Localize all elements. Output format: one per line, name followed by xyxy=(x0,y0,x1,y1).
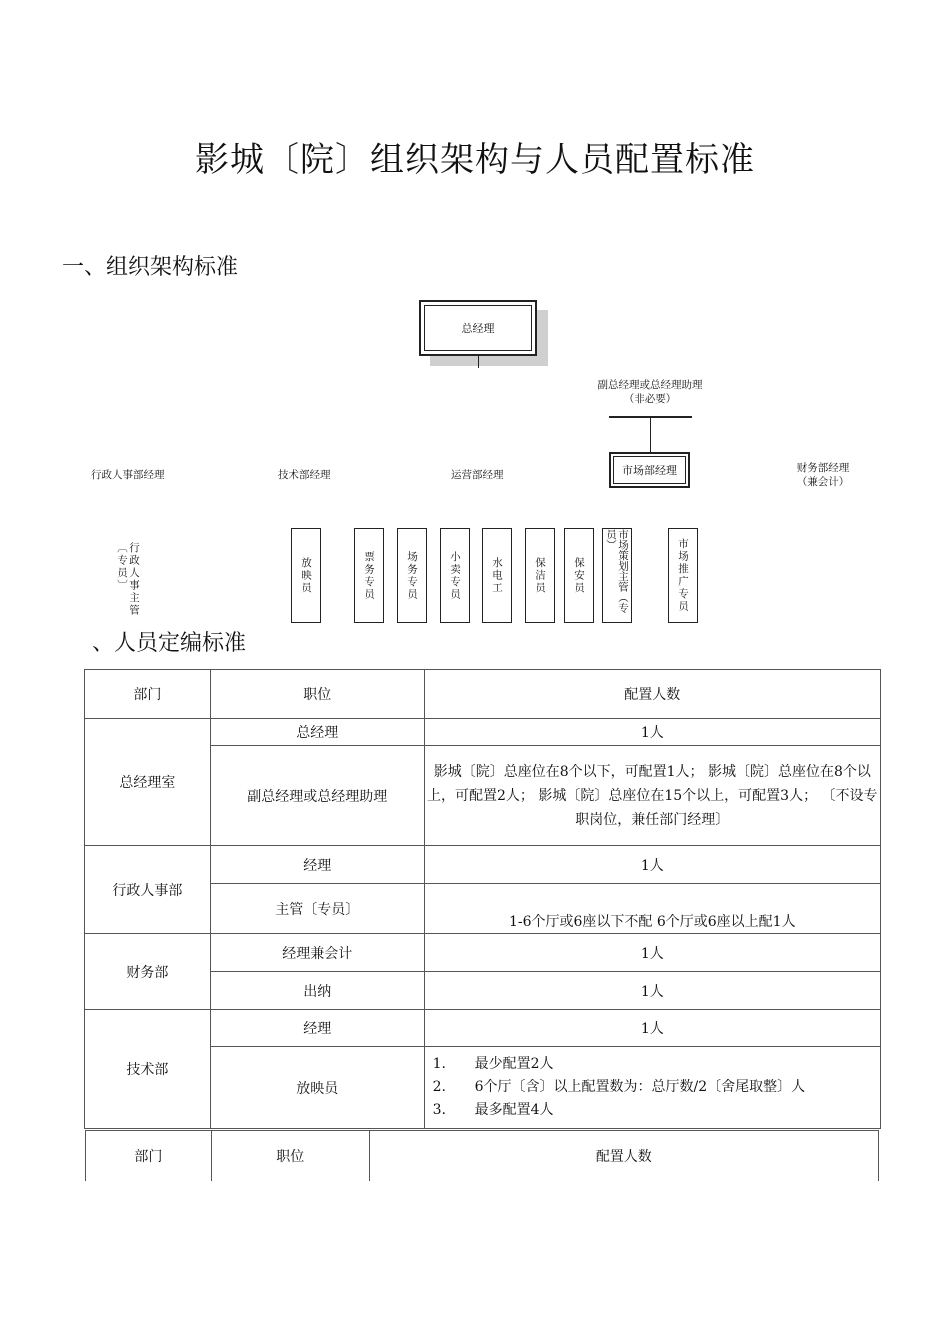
section-heading-staffing: 、人员定编标准 xyxy=(92,631,247,656)
staffing-table-continued xyxy=(85,1130,879,1181)
list-item xyxy=(433,1076,878,1099)
org-node-label: 场务专员 xyxy=(406,550,418,601)
list-item xyxy=(433,1099,878,1122)
cell-dept: 财务部 xyxy=(85,934,211,1010)
org-node-deputy xyxy=(570,378,730,406)
org-node-gm-label: 总经理 xyxy=(424,305,532,351)
section-heading-org: 一、组织架构标准 xyxy=(62,255,239,280)
cell-count: 1人 xyxy=(424,1010,880,1047)
cell-count: 1-6个厅或6座以下不配 6个厅或6座以上配1人 xyxy=(424,884,880,934)
org-node-finance-mgr-note: （兼会计） xyxy=(796,476,850,488)
list-number: 3. xyxy=(432,1102,446,1118)
org-node-venue xyxy=(397,528,427,623)
staffing-table xyxy=(84,669,881,1129)
header-position: 职位 xyxy=(210,670,424,719)
org-node-label: 保安员 xyxy=(573,556,585,595)
header-count: 配置人数 xyxy=(424,670,880,719)
org-node-gm xyxy=(419,300,537,356)
org-node-ticketing xyxy=(354,528,384,623)
list-number: 2. xyxy=(432,1079,446,1095)
org-node-label: 市场推广专员 xyxy=(677,538,689,613)
table-row xyxy=(85,846,881,884)
table-header-row xyxy=(85,670,881,719)
list-text: 最多配置4人 xyxy=(474,1102,554,1118)
org-node-concession xyxy=(440,528,470,623)
org-node-finance-mgr xyxy=(780,461,866,489)
document-title: 影城〔院〕组织架构与人员配置标准 xyxy=(195,140,755,180)
cell-count: 影城〔院〕总座位在8个以下，可配置1人； 影城〔院〕总座位在8个以上，可配置2人； 影城〔院〕总座位在15个以上，可配置3人； 〔不设专职岗位，兼任部门经理〕 xyxy=(424,746,880,846)
table-header-row xyxy=(86,1131,879,1181)
header-dept: 部门 xyxy=(85,670,211,719)
org-node-label: 放映员 xyxy=(300,556,312,595)
cell-position: 主管〔专员〕 xyxy=(210,884,424,934)
org-node-projectionist xyxy=(291,528,321,623)
list-text: 6个厅〔含〕以上配置数为：总厅数/2〔舍尾取整〕人 xyxy=(474,1079,806,1095)
cell-count: 1人 xyxy=(424,972,880,1010)
org-node-label: 保洁员 xyxy=(534,556,546,595)
cell-position: 总经理 xyxy=(210,719,424,746)
cell-dept: 总经理室 xyxy=(85,719,211,846)
org-node-ops-mgr: 运营部经理 xyxy=(451,469,504,481)
org-node-admin-specialist xyxy=(116,542,140,622)
org-node-finance-mgr-label: 财务部经理 xyxy=(796,462,850,474)
cell-position: 副总经理或总经理助理 xyxy=(210,746,424,846)
org-node-label: 水电工 xyxy=(491,556,503,595)
header-count: 配置人数 xyxy=(369,1131,878,1181)
table-row xyxy=(85,1010,881,1047)
header-dept: 部门 xyxy=(86,1131,212,1181)
org-node-deputy-label: 副总经理或总经理助理 xyxy=(597,379,703,391)
org-node-market-mgr-label: 市场部经理 xyxy=(613,456,686,484)
cell-position: 放映员 xyxy=(210,1047,424,1129)
list-text: 最少配置2人 xyxy=(474,1056,554,1072)
cell-dept: 技术部 xyxy=(85,1010,211,1129)
cell-position: 经理 xyxy=(210,846,424,884)
org-node-tech-mgr: 技术部经理 xyxy=(278,469,331,481)
connector-line xyxy=(650,417,651,452)
cell-count: 1人 xyxy=(424,934,880,972)
org-node-cleaner xyxy=(525,528,555,623)
org-node-market-mgr xyxy=(609,452,690,488)
org-node-security xyxy=(564,528,594,623)
cell-count: 1人 xyxy=(424,719,880,746)
connector-line xyxy=(478,356,479,368)
cell-position: 出纳 xyxy=(210,972,424,1010)
org-node-label: 市场策划主管（专员） xyxy=(605,529,629,613)
org-node-label: 票务专员 xyxy=(363,550,375,601)
org-node-admin-specialist-label: 行政人事主管〔专员〕 xyxy=(116,542,140,617)
cell-dept: 行政人事部 xyxy=(85,846,211,934)
header-position: 职位 xyxy=(211,1131,369,1181)
list-item xyxy=(433,1053,878,1076)
table-row xyxy=(85,719,881,746)
cell-count-list xyxy=(424,1047,880,1129)
org-node-promotion xyxy=(668,528,698,623)
org-node-deputy-note: （非必要） xyxy=(623,393,677,405)
list-number: 1. xyxy=(432,1056,446,1072)
org-node-label: 小卖专员 xyxy=(449,550,461,601)
cell-position: 经理兼会计 xyxy=(210,934,424,972)
cell-count: 1人 xyxy=(424,846,880,884)
org-node-planning xyxy=(602,528,632,623)
cell-position: 经理 xyxy=(210,1010,424,1047)
org-node-admin-mgr: 行政人事部经理 xyxy=(91,469,165,481)
org-node-electrician xyxy=(482,528,512,623)
table-row xyxy=(85,934,881,972)
